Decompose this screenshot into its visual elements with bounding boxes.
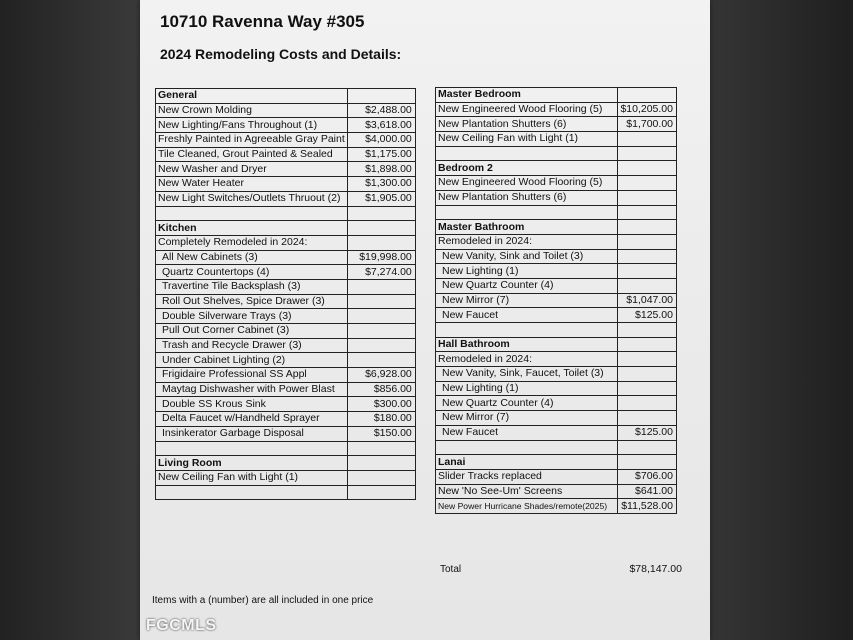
table-row [436,117,677,132]
item-amount: $10,205.00 [618,102,677,117]
item-amount [347,456,415,471]
section-title: Kitchen [156,221,348,236]
item-amount: $856.00 [347,382,415,397]
item-label: New 'No See-Um' Screens [436,484,618,499]
item-label: New Quartz Counter (4) [436,396,618,411]
item-amount: $11,528.00 [618,499,677,514]
item-label: Roll Out Shelves, Spice Drawer (3) [156,294,348,309]
item-label: New Ceiling Fan with Light (1) [156,470,348,485]
table-row [436,205,677,220]
item-amount: $125.00 [618,308,677,323]
item-amount [618,278,677,293]
total-value: $78,147.00 [629,563,682,575]
table-row [436,132,677,147]
item-amount [618,88,677,103]
section-header-row [436,220,677,235]
table-row [156,162,416,177]
item-label: Trash and Recycle Drawer (3) [156,338,348,353]
left-cost-table-body [156,89,416,500]
item-label: New Washer and Dryer [156,162,348,177]
item-label: Insinkerator Garbage Disposal [156,426,348,441]
item-amount [347,485,415,500]
table-row [156,147,416,162]
table-row [156,250,416,265]
table-row [156,118,416,133]
item-label: Delta Faucet w/Handheld Sprayer [156,412,348,427]
table-row [436,176,677,191]
table-row [156,309,416,324]
section-title: Living Room [156,456,348,471]
section-title: Bedroom 2 [436,161,618,176]
item-amount [347,324,415,339]
item-label: New Lighting (1) [436,381,618,396]
item-label: New Mirror (7) [436,293,618,308]
item-label: New Faucet [436,308,618,323]
table-row [156,485,416,500]
table-row [156,103,416,118]
section-header-row [156,221,416,236]
right-cost-table [435,87,677,514]
item-label: New Water Heater [156,177,348,192]
table-row [436,190,677,205]
table-row [156,397,416,412]
item-label: New Plantation Shutters (6) [436,190,618,205]
item-label: All New Cabinets (3) [156,250,348,265]
table-row [156,294,416,309]
item-amount [618,396,677,411]
item-amount [618,367,677,382]
table-row [436,367,677,382]
item-amount [618,146,677,161]
item-label: Under Cabinet Lighting (2) [156,353,348,368]
item-label [156,485,348,500]
item-amount [618,190,677,205]
item-label: New Vanity, Sink and Toilet (3) [436,249,618,264]
item-label: Remodeled in 2024: [436,234,618,249]
table-row [156,441,416,456]
table-row [436,352,677,367]
item-amount: $6,928.00 [347,368,415,383]
background-left [0,0,140,640]
item-amount: $1,300.00 [347,177,415,192]
item-amount [618,205,677,220]
document-page [140,0,710,640]
item-label: New Vanity, Sink, Faucet, Toilet (3) [436,367,618,382]
right-cost-table-body [436,88,677,514]
item-amount [347,353,415,368]
item-label: Remodeled in 2024: [436,352,618,367]
left-cost-table [155,88,416,500]
table-row [436,499,677,514]
table-row [436,484,677,499]
item-label: New Engineered Wood Flooring (5) [436,102,618,117]
item-amount [347,338,415,353]
table-row [436,381,677,396]
watermark-logo: FGCMLS [146,617,217,634]
item-amount: $641.00 [618,484,677,499]
item-label: Tile Cleaned, Grout Painted & Sealed [156,147,348,162]
table-row [436,469,677,484]
item-label: New Plantation Shutters (6) [436,117,618,132]
item-label: New Engineered Wood Flooring (5) [436,176,618,191]
item-label [156,206,348,221]
item-label: Slider Tracks replaced [436,469,618,484]
item-amount [618,161,677,176]
item-amount [618,440,677,455]
table-row [156,177,416,192]
item-label: Pull Out Corner Cabinet (3) [156,324,348,339]
item-amount: $1,700.00 [618,117,677,132]
section-header-row [436,161,677,176]
section-title: General [156,89,348,104]
table-row [156,338,416,353]
table-row [436,278,677,293]
table-row [156,470,416,485]
item-label [156,441,348,456]
item-label: New Power Hurricane Shades/remote(2025) [436,499,618,514]
item-amount [618,411,677,426]
item-amount: $4,000.00 [347,133,415,148]
item-label: New Lighting (1) [436,264,618,279]
table-row [436,234,677,249]
item-amount: $7,274.00 [347,265,415,280]
table-row [156,426,416,441]
item-amount: $300.00 [347,397,415,412]
item-label: Double Silverware Trays (3) [156,309,348,324]
item-label: Frigidaire Professional SS Appl [156,368,348,383]
section-header-row [436,337,677,352]
total-label: Total [440,564,462,575]
item-amount: $706.00 [618,469,677,484]
item-label [436,205,618,220]
item-amount [347,441,415,456]
section-title: Master Bathroom [436,220,618,235]
item-amount: $1,905.00 [347,191,415,206]
item-amount [347,294,415,309]
section-title: Hall Bathroom [436,337,618,352]
section-title: Lanai [436,455,618,470]
table-row [156,382,416,397]
table-row [156,235,416,250]
section-header-row [156,89,416,104]
section-header-row [156,456,416,471]
item-amount [618,220,677,235]
item-amount [618,337,677,352]
item-label [436,440,618,455]
section-header-row [436,455,677,470]
item-amount [618,176,677,191]
item-label: Completely Remodeled in 2024: [156,235,348,250]
item-label [436,146,618,161]
item-amount [347,279,415,294]
table-row [436,440,677,455]
item-amount [618,323,677,338]
item-amount [618,234,677,249]
item-label [436,323,618,338]
item-amount [347,221,415,236]
item-amount [347,470,415,485]
item-amount: $180.00 [347,412,415,427]
table-row [156,353,416,368]
item-amount: $1,047.00 [618,293,677,308]
item-amount: $19,998.00 [347,250,415,265]
item-label: Maytag Dishwasher with Power Blast [156,382,348,397]
table-row [156,191,416,206]
table-row [436,396,677,411]
item-amount: $1,898.00 [347,162,415,177]
item-label: Double SS Krous Sink [156,397,348,412]
table-row [156,279,416,294]
item-amount [347,206,415,221]
table-row [436,249,677,264]
item-label: New Mirror (7) [436,411,618,426]
item-label: New Light Switches/Outlets Thruout (2) [156,191,348,206]
item-amount [618,132,677,147]
item-label: Freshly Painted in Agreeable Gray Paint [156,133,348,148]
item-amount: $125.00 [618,425,677,440]
table-row [436,323,677,338]
item-label: New Faucet [436,425,618,440]
table-row [156,206,416,221]
item-amount [618,381,677,396]
section-title: Master Bedroom [436,88,618,103]
item-amount [618,264,677,279]
table-row [156,324,416,339]
item-amount: $2,488.00 [347,103,415,118]
table-row [436,411,677,426]
document-subtitle: 2024 Remodeling Costs and Details: [160,46,402,62]
table-row [156,133,416,148]
footnote: Items with a (number) are all included in one price [152,595,374,606]
document-title: 10710 Ravenna Way #305 [160,12,365,31]
item-amount [347,235,415,250]
table-row [436,146,677,161]
item-amount [618,249,677,264]
table-row [156,265,416,280]
table-row [436,293,677,308]
table-row [156,368,416,383]
item-amount: $3,618.00 [347,118,415,133]
item-label: New Lighting/Fans Throughout (1) [156,118,348,133]
item-amount: $150.00 [347,426,415,441]
table-row [436,308,677,323]
table-row [436,102,677,117]
item-label: Quartz Countertops (4) [156,265,348,280]
table-row [156,412,416,427]
item-amount [618,455,677,470]
item-label: New Ceiling Fan with Light (1) [436,132,618,147]
item-amount [347,309,415,324]
item-label: New Quartz Counter (4) [436,278,618,293]
section-header-row [436,88,677,103]
item-amount [618,352,677,367]
item-label: New Crown Molding [156,103,348,118]
table-row [436,425,677,440]
table-row [436,264,677,279]
background-right [710,0,853,640]
item-label: Travertine Tile Backsplash (3) [156,279,348,294]
item-amount: $1,175.00 [347,147,415,162]
item-amount [347,89,415,104]
